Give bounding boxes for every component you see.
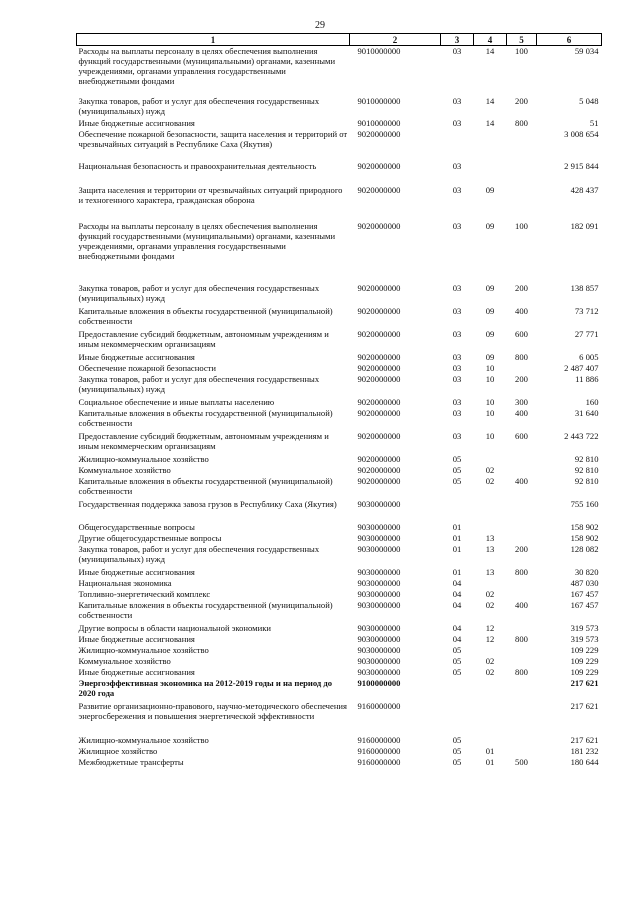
cell-vr: 800: [515, 118, 528, 128]
cell-vr: [507, 533, 537, 544]
table-row: [77, 283, 602, 306]
cell-name: Предоставление субсидий бюджетным, автономным учреждениям и иным некоммерческим организациям: [78, 431, 329, 451]
cell-rz: 03: [452, 431, 462, 441]
table-row: [77, 645, 602, 656]
cell-code: 9020000000: [357, 185, 401, 195]
cell-pr: [474, 701, 507, 735]
cell-code: 9020000000: [357, 408, 401, 418]
cell-sum: 167 457: [570, 589, 599, 599]
cell-rz: 03: [452, 363, 462, 373]
cell-rz: 03: [452, 374, 462, 384]
cell-sum: 92 810: [574, 454, 599, 464]
cell-rz: 05: [452, 667, 462, 677]
cell-name: Другие вопросы в области национальной экономики: [78, 623, 271, 633]
cell-code: 9010000000: [357, 96, 401, 106]
cell-sum: 319 573: [570, 634, 599, 644]
table-row: [77, 735, 602, 746]
cell-pr: 01: [485, 757, 495, 767]
cell-sum: 92 810: [574, 476, 599, 486]
cell-pr: 13: [485, 533, 495, 543]
cell-rz: 03: [452, 283, 462, 293]
cell-code: 9020000000: [357, 363, 401, 373]
cell-code: 9030000000: [357, 499, 401, 509]
cell-vr: 400: [515, 600, 528, 610]
cell-rz: 04: [452, 578, 462, 588]
table-row: [77, 544, 602, 567]
cell-vr: [507, 465, 537, 476]
table-row: [77, 656, 602, 667]
cell-vr: [507, 129, 537, 161]
cell-rz: [441, 499, 474, 522]
cell-sum: 30 820: [574, 567, 599, 577]
table-row: [77, 533, 602, 544]
cell-rz: 05: [452, 735, 462, 745]
cell-name: Иные бюджетные ассигнования: [78, 118, 195, 128]
table-row: [77, 701, 602, 735]
cell-rz: 05: [452, 746, 462, 756]
table-row: [77, 96, 602, 118]
cell-name: Жилищное хозяйство: [78, 746, 158, 756]
cell-name: Развитие организационно-правового, научно-методического обеспечения энергосбережения и повышения энергетической эффективности: [78, 701, 347, 721]
table-row: [77, 746, 602, 757]
cell-pr: 13: [485, 544, 495, 554]
cell-pr: [474, 499, 507, 522]
cell-vr: 300: [515, 397, 528, 407]
cell-pr: 02: [485, 656, 495, 666]
cell-sum: 158 902: [570, 522, 599, 532]
cell-sum: 51: [589, 118, 599, 128]
table-row: [77, 589, 602, 600]
cell-name: Обеспечение пожарной безопасности, защита населения и территорий от чрезвычайных ситуаций в Республике Саха (Якутия): [78, 129, 348, 149]
table-row: [77, 757, 602, 768]
cell-name: Расходы на выплаты персоналу в целях обеспечения выполнения функций государственными (муниципальными) органами, казенными учреждениями, органами управления государственными внебюджетными фондами: [78, 46, 336, 86]
cell-vr: 200: [515, 374, 528, 384]
cell-sum: 2 487 407: [564, 363, 599, 373]
cell-sum: 92 810: [574, 465, 599, 475]
table-header-row: [77, 34, 602, 46]
cell-name: Иные бюджетные ассигнования: [78, 634, 195, 644]
table-row: [77, 363, 602, 374]
cell-pr: [474, 129, 507, 161]
table-row: [77, 374, 602, 397]
table-row: [77, 408, 602, 431]
cell-vr: [507, 678, 537, 701]
cell-vr: 800: [515, 352, 528, 362]
cell-rz: 03: [452, 397, 462, 407]
cell-name: Капитальные вложения в объекты государственной (муниципальной) собственности: [78, 408, 333, 428]
cell-pr: 10: [485, 408, 495, 418]
cell-name: Иные бюджетные ассигнования: [78, 352, 195, 362]
cell-name: Жилищно-коммунальное хозяйство: [78, 645, 209, 655]
cell-code: 9020000000: [357, 306, 401, 316]
table-row: [77, 567, 602, 578]
cell-name: Закупка товаров, работ и услуг для обеспечения государственных (муниципальных) нужд: [78, 374, 320, 394]
header-cell: 5: [507, 34, 537, 46]
cell-sum: 138 857: [570, 283, 599, 293]
cell-rz: 03: [452, 161, 462, 171]
cell-rz: 03: [452, 221, 462, 231]
cell-code: 9020000000: [357, 397, 401, 407]
cell-code: 9030000000: [357, 578, 401, 588]
cell-sum: 319 573: [570, 623, 599, 633]
cell-vr: [507, 578, 537, 589]
cell-name: Закупка товаров, работ и услуг для обеспечения государственных (муниципальных) нужд: [78, 96, 320, 116]
cell-code: 9030000000: [357, 544, 401, 554]
cell-vr: 500: [515, 757, 528, 767]
cell-rz: 01: [452, 533, 462, 543]
cell-sum: 487 030: [570, 578, 599, 588]
cell-code: 9030000000: [357, 667, 401, 677]
cell-pr: 14: [485, 96, 495, 106]
cell-rz: 05: [452, 757, 462, 767]
cell-pr: 10: [485, 374, 495, 384]
cell-code: 9020000000: [357, 374, 401, 384]
cell-vr: 400: [515, 476, 528, 486]
table-row: [77, 634, 602, 645]
table-row: [77, 476, 602, 499]
cell-pr: 14: [485, 118, 495, 128]
cell-rz: 04: [452, 589, 462, 599]
cell-sum: 160: [585, 397, 599, 407]
cell-code: 9030000000: [357, 645, 401, 655]
cell-sum: 158 902: [570, 533, 599, 543]
cell-rz: 03: [452, 306, 462, 316]
cell-name: Иные бюджетные ассигнования: [78, 667, 195, 677]
cell-name: Национальная экономика: [78, 578, 172, 588]
table-row: [77, 397, 602, 408]
cell-rz: 01: [452, 522, 462, 532]
cell-pr: 02: [485, 600, 495, 610]
cell-sum: 181 232: [570, 746, 599, 756]
table-row: [77, 454, 602, 465]
table-row: [77, 522, 602, 533]
cell-vr: 800: [515, 667, 528, 677]
cell-code: 9030000000: [357, 522, 401, 532]
table-row: [77, 431, 602, 454]
cell-vr: 600: [515, 329, 528, 339]
cell-name: Иные бюджетные ассигнования: [78, 567, 195, 577]
cell-name: Капитальные вложения в объекты государственной (муниципальной) собственности: [78, 476, 333, 496]
cell-pr: [474, 454, 507, 465]
cell-name: Энергоэффективная экономика на 2012-2019 годы и на период до 2020 года: [78, 678, 333, 698]
cell-code: 9160000000: [357, 757, 401, 767]
cell-sum: 59 034: [574, 46, 599, 56]
cell-code: 9020000000: [357, 454, 401, 464]
cell-vr: 200: [515, 283, 528, 293]
cell-rz: 05: [452, 454, 462, 464]
cell-rz: 01: [452, 544, 462, 554]
table-row: [77, 185, 602, 221]
cell-vr: [507, 735, 537, 746]
cell-vr: [507, 623, 537, 634]
cell-name: Межбюджетные трансферты: [78, 757, 184, 767]
cell-code: 9030000000: [357, 589, 401, 599]
cell-name: Капитальные вложения в объекты государственной (муниципальной) собственности: [78, 600, 333, 620]
header-cell: 6: [537, 34, 602, 46]
cell-vr: [507, 746, 537, 757]
cell-rz: 04: [452, 634, 462, 644]
cell-sum: 217 621: [570, 735, 599, 745]
cell-sum: 428 437: [570, 185, 599, 195]
cell-pr: 12: [485, 623, 495, 633]
cell-sum: 31 640: [574, 408, 599, 418]
cell-name: Социальное обеспечение и иные выплаты населению: [78, 397, 275, 407]
cell-pr: 13: [485, 567, 495, 577]
table-row: [77, 329, 602, 352]
cell-rz: 03: [452, 185, 462, 195]
cell-vr: [507, 589, 537, 600]
cell-code: 9020000000: [357, 129, 401, 139]
cell-vr: [507, 499, 537, 522]
cell-vr: 800: [515, 567, 528, 577]
cell-vr: 800: [515, 634, 528, 644]
cell-pr: 09: [485, 283, 495, 293]
table-body: [77, 46, 602, 769]
cell-vr: [507, 185, 537, 221]
table-row: [77, 667, 602, 678]
cell-vr: 100: [515, 46, 528, 56]
cell-pr: [474, 735, 507, 746]
cell-rz: 03: [452, 46, 462, 56]
cell-sum: 2 443 722: [564, 431, 599, 441]
cell-rz: 05: [452, 476, 462, 486]
cell-sum: 217 621: [570, 701, 599, 711]
cell-code: 9020000000: [357, 352, 401, 362]
cell-sum: 167 457: [570, 600, 599, 610]
cell-name: Коммунальное хозяйство: [78, 465, 171, 475]
cell-pr: [474, 678, 507, 701]
cell-pr: 02: [485, 465, 495, 475]
cell-sum: 73 712: [574, 306, 599, 316]
cell-code: 9030000000: [357, 533, 401, 543]
table-row: [77, 499, 602, 522]
cell-pr: 10: [485, 397, 495, 407]
cell-rz: [441, 129, 474, 161]
cell-pr: 02: [485, 667, 495, 677]
cell-name: Топливно-энергетический комплекс: [78, 589, 211, 599]
cell-sum: 180 644: [570, 757, 599, 767]
cell-vr: [507, 363, 537, 374]
cell-name: Государственная поддержка завоза грузов в Республику Саха (Якутия): [78, 499, 337, 509]
cell-vr: 400: [515, 306, 528, 316]
table-row: [77, 465, 602, 476]
table-row: [77, 129, 602, 161]
cell-sum: 109 229: [570, 645, 599, 655]
cell-rz: 03: [452, 96, 462, 106]
cell-pr: 09: [485, 221, 495, 231]
cell-pr: 09: [485, 329, 495, 339]
cell-rz: [441, 701, 474, 735]
cell-rz: [441, 678, 474, 701]
cell-vr: 100: [515, 221, 528, 231]
cell-code: 9020000000: [357, 283, 401, 293]
cell-sum: 5 048: [579, 96, 599, 106]
table-row: [77, 161, 602, 185]
cell-pr: 10: [485, 431, 495, 441]
cell-code: 9020000000: [357, 221, 401, 231]
cell-code: 9020000000: [357, 329, 401, 339]
cell-pr: [474, 645, 507, 656]
cell-code: 9020000000: [357, 431, 401, 441]
cell-name: Предоставление субсидий бюджетным, автономным учреждениям и иным некоммерческим организациям: [78, 329, 329, 349]
cell-name: Национальная безопасность и правоохранительная деятельность: [78, 161, 317, 171]
cell-code: 9020000000: [357, 161, 401, 171]
cell-sum: 27 771: [574, 329, 599, 339]
table-row: [77, 306, 602, 329]
cell-pr: 10: [485, 363, 495, 373]
cell-code: 9030000000: [357, 623, 401, 633]
header-cell: 3: [441, 34, 474, 46]
table-row: [77, 352, 602, 363]
table-row: [77, 118, 602, 129]
table-row: [77, 46, 602, 97]
cell-code: 9160000000: [357, 735, 401, 745]
cell-pr: 02: [485, 476, 495, 486]
cell-name: Жилищно-коммунальное хозяйство: [78, 454, 209, 464]
cell-name: Коммунальное хозяйство: [78, 656, 171, 666]
cell-name: Другие общегосударственные вопросы: [78, 533, 222, 543]
cell-code: 9020000000: [357, 465, 401, 475]
cell-vr: 200: [515, 544, 528, 554]
cell-code: 9160000000: [357, 746, 401, 756]
cell-vr: 400: [515, 408, 528, 418]
cell-name: Обеспечение пожарной безопасности: [78, 363, 217, 373]
cell-vr: [507, 645, 537, 656]
table-row: [77, 623, 602, 634]
cell-pr: 12: [485, 634, 495, 644]
cell-rz: 04: [452, 600, 462, 610]
cell-sum: 2 915 844: [564, 161, 599, 171]
cell-code: 9010000000: [357, 46, 401, 56]
cell-sum: 109 229: [570, 667, 599, 677]
cell-pr: [474, 522, 507, 533]
cell-vr: [507, 522, 537, 533]
cell-code: 9160000000: [357, 701, 401, 711]
header-cell: 2: [350, 34, 441, 46]
cell-code: 9010000000: [357, 118, 401, 128]
cell-rz: 01: [452, 567, 462, 577]
cell-rz: 03: [452, 408, 462, 418]
cell-name: Жилищно-коммунальное хозяйство: [78, 735, 209, 745]
cell-code: 9030000000: [357, 634, 401, 644]
cell-pr: 14: [485, 46, 495, 56]
cell-name: Общегосударственные вопросы: [78, 522, 195, 532]
page-number: 29: [315, 20, 325, 31]
cell-sum: 11 886: [575, 374, 599, 384]
cell-name: Расходы на выплаты персоналу в целях обеспечения выполнения функций государственными (муниципальными) органами, казенными учреждениями, органами управления государственными внебюджетными фондами: [78, 221, 336, 261]
cell-rz: 03: [452, 352, 462, 362]
cell-sum: 6 005: [579, 352, 599, 362]
table-row: [77, 678, 602, 701]
cell-vr: [507, 656, 537, 667]
cell-pr: 02: [485, 589, 495, 599]
cell-pr: 09: [485, 185, 495, 195]
cell-name: Закупка товаров, работ и услуг для обеспечения государственных (муниципальных) нужд: [78, 544, 320, 564]
cell-sum: 182 091: [570, 221, 599, 231]
cell-vr: [507, 454, 537, 465]
cell-vr: 200: [515, 96, 528, 106]
cell-pr: 01: [485, 746, 495, 756]
cell-name: Закупка товаров, работ и услуг для обеспечения государственных (муниципальных) нужд: [78, 283, 320, 303]
header-cell: 1: [77, 34, 350, 46]
table-row: [77, 221, 602, 283]
cell-rz: 03: [452, 329, 462, 339]
cell-sum: 128 082: [570, 544, 599, 554]
cell-name: Защита населения и территории от чрезвычайных ситуаций природного и техногенного характера, гражданская оборона: [78, 185, 343, 205]
table-row: [77, 578, 602, 589]
cell-pr: 09: [485, 306, 495, 316]
cell-vr: 600: [515, 431, 528, 441]
cell-rz: 04: [452, 623, 462, 633]
cell-name: Капитальные вложения в объекты государственной (муниципальной) собственности: [78, 306, 333, 326]
cell-sum: 755 160: [570, 499, 599, 509]
budget-table: [76, 33, 602, 768]
cell-rz: 03: [452, 118, 462, 128]
cell-sum: 217 621: [570, 678, 599, 688]
cell-rz: 05: [452, 645, 462, 655]
cell-rz: 05: [452, 656, 462, 666]
table-row: [77, 600, 602, 623]
cell-code: 9030000000: [357, 567, 401, 577]
cell-sum: 109 229: [570, 656, 599, 666]
cell-code: 9100000000: [357, 678, 401, 688]
cell-vr: [507, 161, 537, 185]
cell-sum: 3 008 654: [564, 129, 599, 139]
cell-rz: 05: [452, 465, 462, 475]
cell-code: 9020000000: [357, 476, 401, 486]
cell-pr: [474, 578, 507, 589]
cell-pr: 09: [485, 352, 495, 362]
cell-vr: [507, 701, 537, 735]
header-cell: 4: [474, 34, 507, 46]
cell-pr: [474, 161, 507, 185]
cell-code: 9030000000: [357, 656, 401, 666]
cell-code: 9030000000: [357, 600, 401, 610]
